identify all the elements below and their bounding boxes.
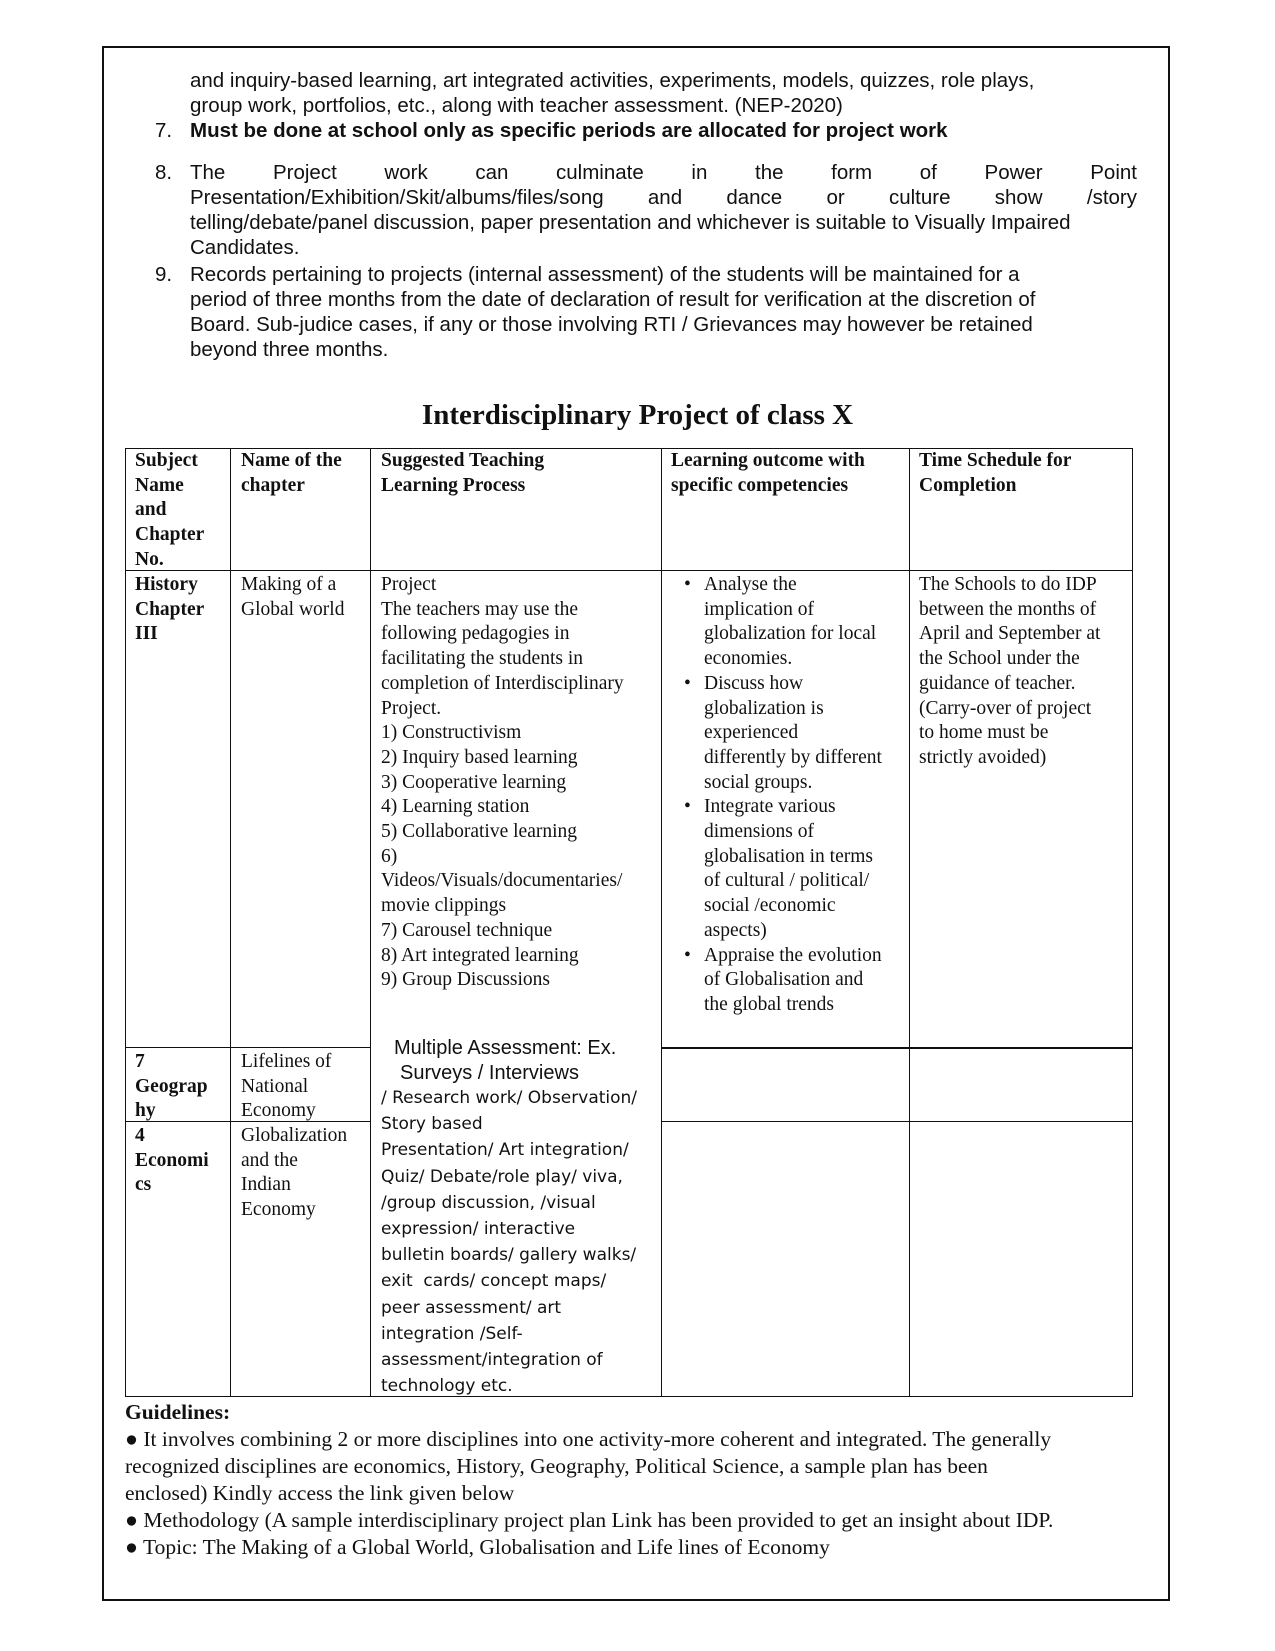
guideline-1-line-2: recognized disciplines are economics, History, Geography, Political Science, a sample plan has been [125, 1454, 988, 1478]
row-divider-geography-left [125, 1047, 371, 1048]
outcome-item: • Discuss how globalization is experienced differently by different social groups. [682, 672, 882, 796]
history-process: Project The teachers may use the following pedagogies in facilitating the students in completion of Interdisciplinary Project. 1) Constructivism 2) Inquiry based learning 3) Cooperative learning 4) Learning station 5) Collaborative learning 6) Videos/Visuals/documentaries/ movie clippings 7) Carousel technique 8) Art integrated learning 9) Group Discussions [381, 574, 624, 991]
page-title: Interdisciplinary Project of class X [421, 399, 854, 431]
header-outcome: Learning outcome with specific competencies [671, 450, 865, 496]
outcome-item: • Integrate various dimensions of globalisation in terms of cultural / political/ social /economic aspects) [682, 795, 882, 943]
intro-line-1: and inquiry-based learning, art integrated activities, experiments, models, quizzes, role plays, [190, 69, 1035, 92]
guideline-1-line-1: ● It involves combining 2 or more disciplines into one activity-more coherent and integrated. The generally [125, 1427, 1052, 1451]
bullet-icon: ● [125, 1535, 138, 1559]
item-8-line-4: Candidates. [190, 236, 300, 259]
guideline-2: ● Methodology (A sample interdisciplinary project plan Link has been provided to get an insight about IDP. [125, 1508, 1054, 1532]
col-line-4 [909, 448, 910, 1396]
assessment-line-2: Surveys / Interviews [400, 1062, 579, 1084]
header-process: Suggested Teaching Learning Process [381, 450, 545, 496]
header-schedule: Time Schedule for Completion [919, 450, 1072, 496]
item-7-number: 7. [155, 119, 173, 142]
geography-subject: 7 Geograp hy [135, 1051, 208, 1122]
item-9-line-1: Records pertaining to projects (internal assessment) of the students will be maintained for a [190, 263, 1020, 286]
guideline-3: ● Topic: The Making of a Global World, Globalisation and Life lines of Economy [125, 1535, 830, 1559]
history-outcomes [682, 573, 882, 1018]
bullet-icon: ● [125, 1508, 138, 1532]
item-9-line-2: period of three months from the date of declaration of result for verification at the discretion of [190, 288, 1036, 311]
row-divider-geography-right [661, 1047, 1133, 1049]
item-8-line-3: telling/debate/panel discussion, paper presentation and whichever is suitable to Visually Impaired [190, 211, 1071, 234]
geography-chapter: Lifelines of National Economy [241, 1051, 332, 1122]
col-line-1 [230, 448, 231, 1396]
economics-chapter: Globalization and the Indian Economy [241, 1125, 348, 1221]
guidelines-heading: Guidelines: [125, 1400, 231, 1424]
item-9-line-3: Board. Sub-judice cases, if any or those involving RTI / Grievances may however be retained [190, 313, 1033, 336]
col-line-2 [370, 448, 371, 1396]
row-divider-economics-right [661, 1121, 1133, 1122]
bullet-icon: ● [125, 1427, 138, 1451]
intro-line-2: group work, portfolios, etc., along with teacher assessment. (NEP-2020) [190, 94, 843, 117]
col-line-5 [1132, 448, 1133, 1396]
history-chapter: Making of a Global world [241, 574, 345, 620]
economics-subject: 4 Economi cs [135, 1125, 209, 1196]
item-9-line-4: beyond three months. [190, 338, 389, 361]
item-7-text: Must be done at school only as specific periods are allocated for project work [190, 119, 948, 142]
outcome-item: • Analyse the implication of globalization for local economies. [682, 573, 882, 672]
item-8-line-2: Presentation/Exhibition/Skit/albums/files/song and dance or culture show /story [190, 186, 1137, 209]
col-line-0 [125, 448, 126, 1396]
item-8-line-1: The Project work can culminate in the form of Power Point [190, 161, 1137, 184]
assessment-list: / Research work/ Observation/ Story based Presentation/ Art integration/ Quiz/ Debate/role play/ viva, /group discussion, /visual expression/ interactive bulletin boards/ gallery walks/ exit cards/ concept maps/ peer assessment/ art integration /Self- assessment/integration of technology etc. [381, 1088, 638, 1397]
history-subject: History Chapter III [135, 574, 205, 645]
outcome-item: • Appraise the evolution of Globalisation and the global trends [682, 944, 882, 1018]
header-subject: Subject Name and Chapter No. [135, 450, 205, 570]
history-schedule: The Schools to do IDP between the months of April and September at the School under the guidance of teacher. (Carry-over of project to home must be strictly avoided) [919, 574, 1101, 768]
item-9-number: 9. [155, 263, 173, 286]
item-8-number: 8. [155, 161, 173, 184]
header-chapter: Name of the chapter [241, 450, 342, 496]
assessment-line-1: Multiple Assessment: Ex. [394, 1037, 617, 1059]
col-line-3 [661, 448, 662, 1396]
guideline-1-line-3: enclosed) Kindly access the link given below [125, 1481, 515, 1505]
header-divider [125, 570, 1133, 571]
